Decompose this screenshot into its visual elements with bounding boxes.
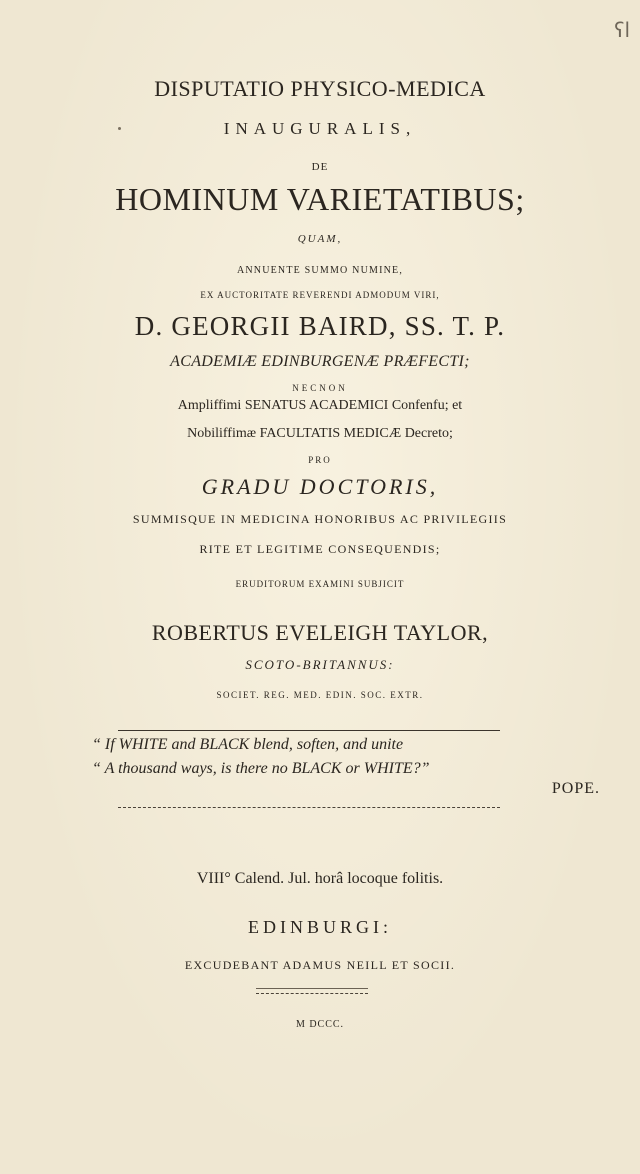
approval-facultas: Nobiliffimæ FACULTATIS MEDICÆ Decreto;: [187, 426, 453, 441]
author-society: SOCIET. REG. MED. EDIN. SOC. EXTR.: [216, 690, 424, 700]
title-inauguralis: INAUGURALIS,: [223, 119, 417, 138]
epigraph-bottom-rule: [118, 807, 500, 808]
epigraph-top-rule: [118, 730, 500, 731]
degree-pro: PRO: [308, 455, 332, 465]
degree-summisque: SUMMISQUE IN MEDICINA HONORIBUS AC PRIVILEGIIS: [132, 512, 508, 526]
approval-annuente: ANNUENTE SUMMO NUMINE,: [236, 265, 404, 276]
title-disputatio: DISPUTATIO PHYSICO-MEDICA: [154, 76, 486, 101]
degree-rite: RITE ET LEGITIME CONSEQUENDIS;: [199, 542, 441, 556]
imprint-rule-top: [256, 988, 368, 989]
epigraph-attribution: POPE.: [551, 780, 600, 797]
epigraph-line-1: “ If WHITE and BLACK blend, soften, and unite: [92, 736, 404, 753]
imprint-rule-bottom: [256, 993, 368, 994]
author-name: ROBERTUS EVELEIGH TAYLOR,: [151, 620, 489, 645]
epigraph-line-2: “ A thousand ways, is there no BLACK or WHITE?”: [92, 760, 430, 777]
imprint-year: M DCCC.: [295, 1019, 345, 1030]
approval-baird-name: D. GEORGII BAIRD, SS. T. P.: [134, 311, 506, 341]
title-de: DE: [311, 161, 329, 173]
approval-necnon: NECNON: [292, 383, 348, 393]
imprint-city: EDINBURGI:: [248, 917, 392, 937]
approval-academy: ACADEMIÆ EDINBURGENÆ PRÆFECTI;: [170, 353, 470, 370]
approval-quam: QUAM,: [297, 233, 343, 245]
imprint-date: VIII° Calend. Jul. horâ locoque folitis.: [196, 870, 444, 887]
author-origin: SCOTO-BRITANNUS:: [245, 657, 395, 672]
approval-senatus: Ampliffimi SENATUS ACADEMICI Confenfu; et: [177, 398, 463, 413]
approval-ex-auctoritate: EX AUCTORITATE REVERENDI ADMODUM VIRI,: [200, 290, 440, 300]
degree-gradu-doctoris: GRADU DOCTORIS,: [201, 474, 439, 499]
imprint-printer: EXCUDEBANT ADAMUS NEILL ET SOCII.: [184, 958, 456, 972]
title-hominum-varietatibus: HOMINUM VARIETATIBUS;: [115, 181, 525, 217]
folio-mark: ʕl: [614, 18, 630, 42]
degree-eruditorum: ERUDITORUM EXAMINI SUBJICIT: [235, 579, 405, 589]
